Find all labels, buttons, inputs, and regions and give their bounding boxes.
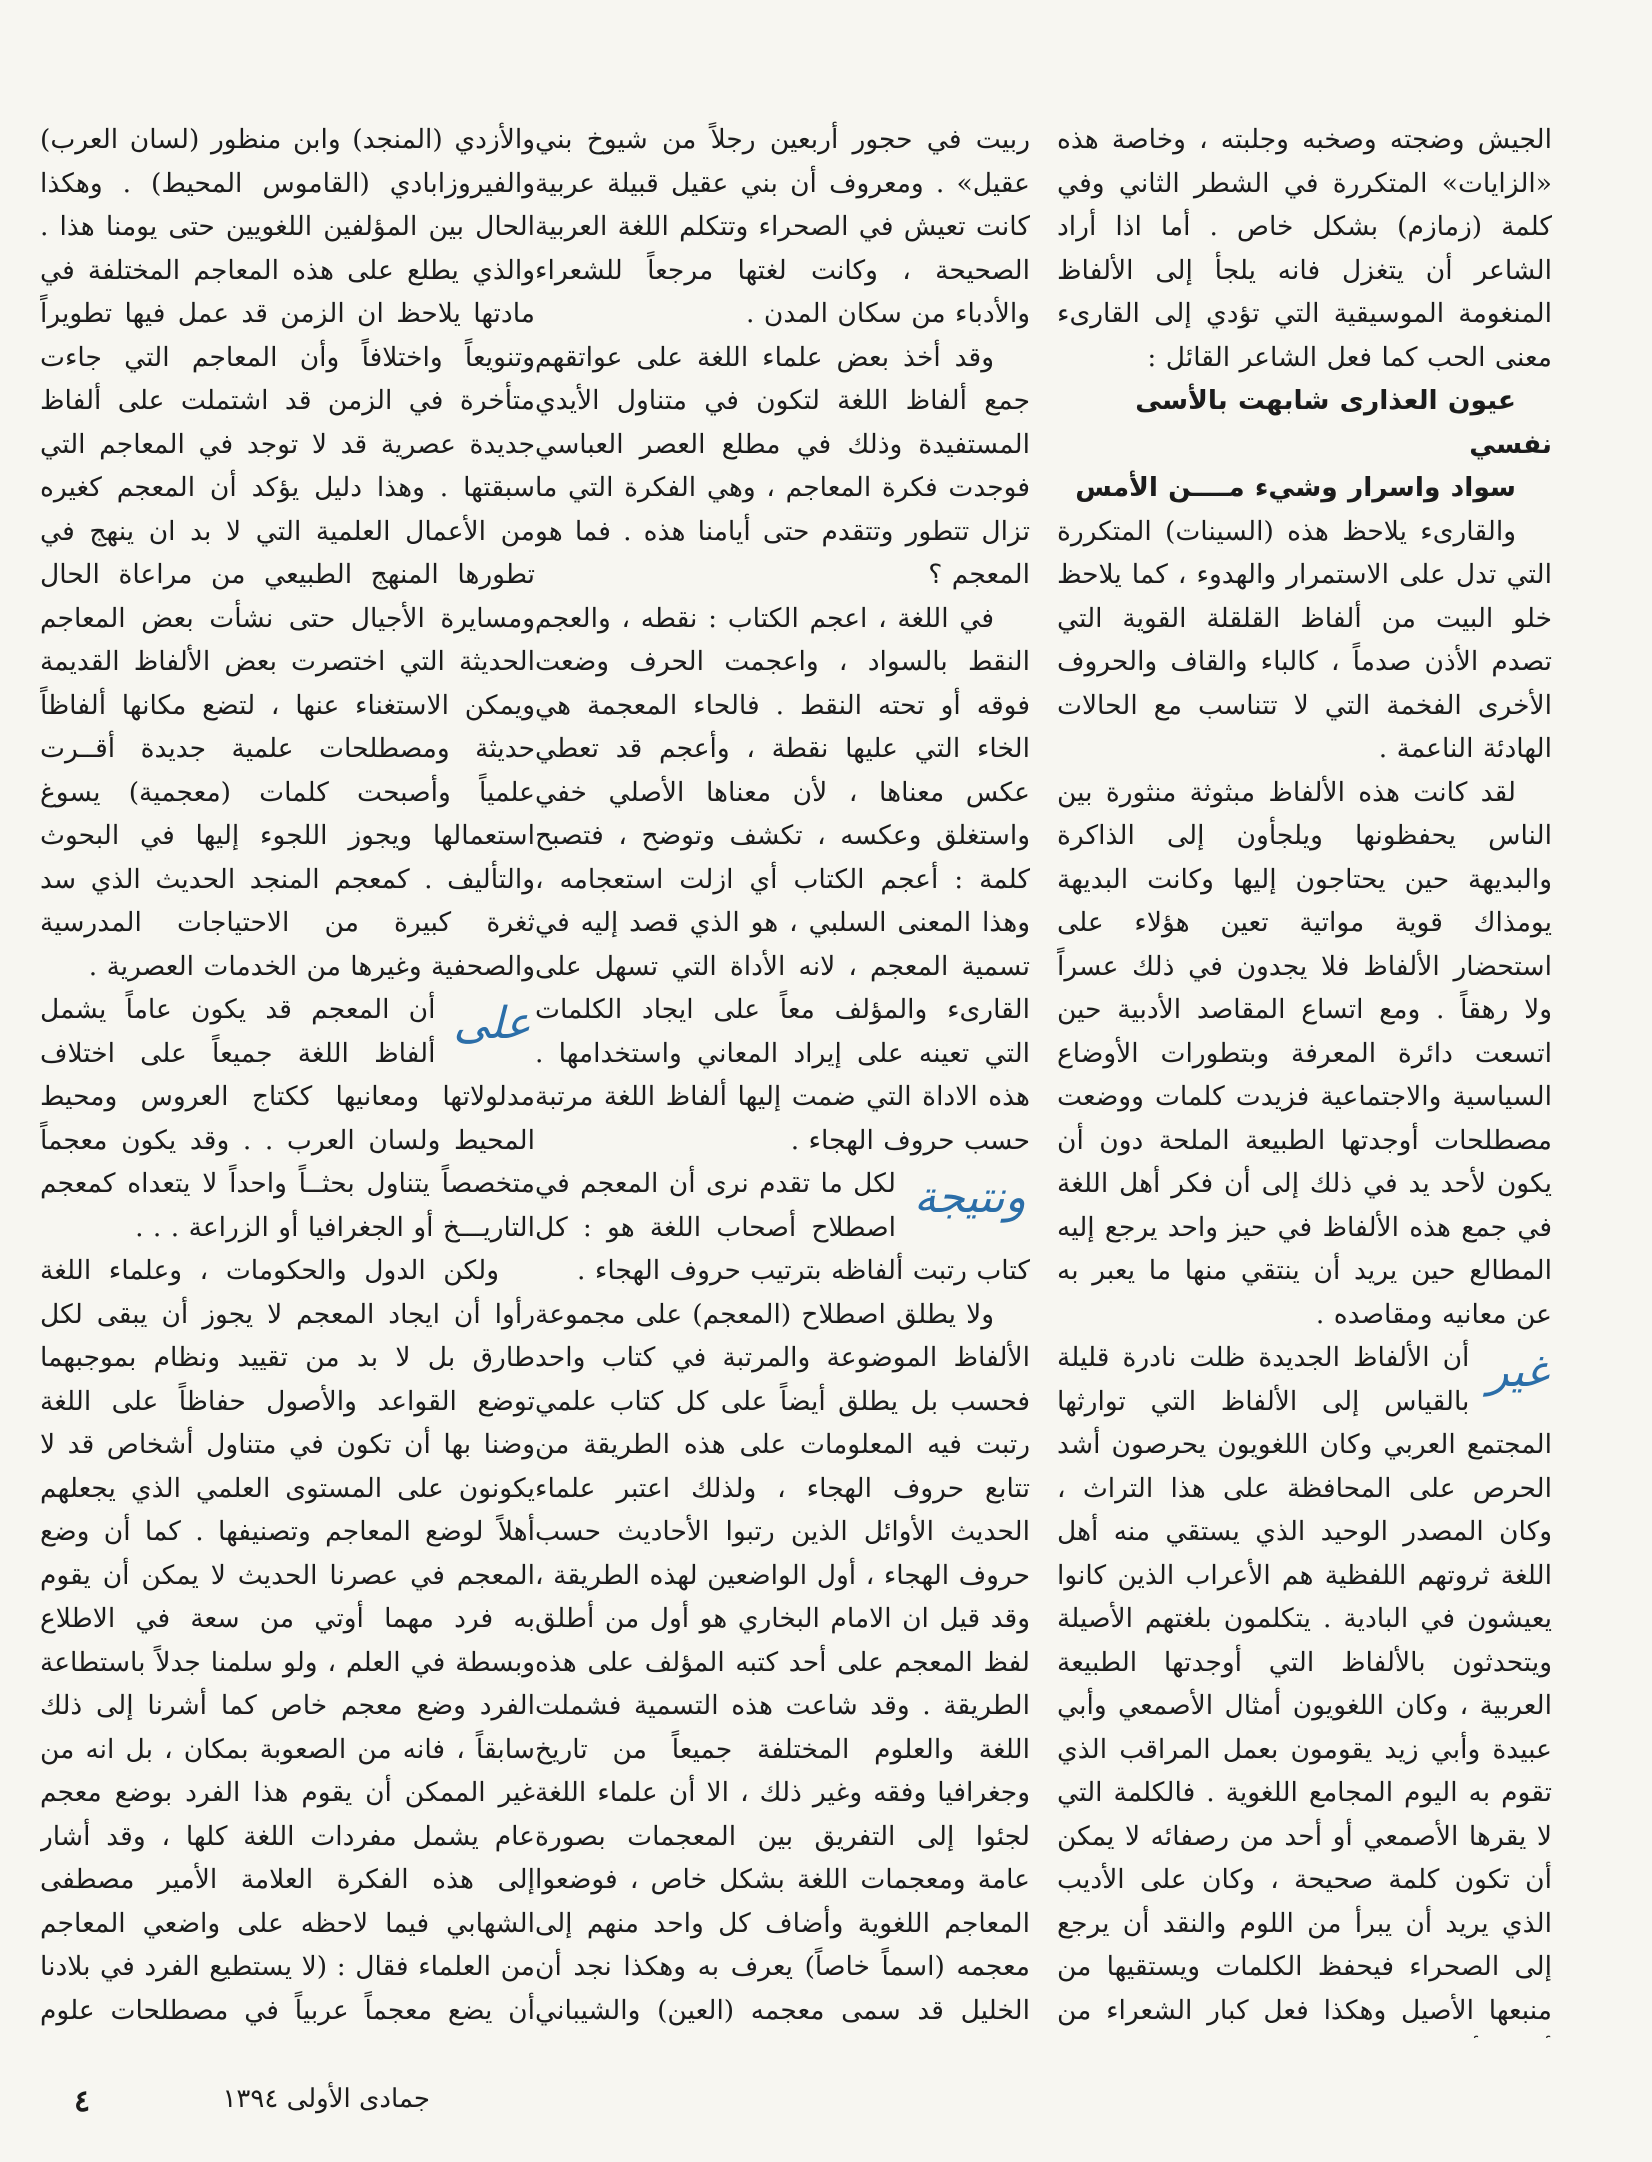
page-footer	[0, 2084, 1652, 2124]
paragraph: الجيش وضجته وصخبه وجلبته ، وخاصة هذه «الزايات» المتكررة في الشطر الثاني وفي كلمة (زمازم) بشكل خاص . أما اذا أراد الشاعر أن يتغزل فانه يلجأ إلى الألفاظ المنغومة الموسيقية التي تؤدي إلى القارىء معنى الحب كما فعل الشاعر القائل :	[1057, 124, 1552, 373]
paragraph-text: أن الألفاظ الجديدة ظلت نادرة قليلة بالقياس إلى الألفاظ التي توارثها المجتمع العربي وكان اللغويون يحرصون أشد الحرص على المحافظة على هذا التراث ، وكان المصدر الوحيد الذي يستقي منه أهل اللغة ثروتهم اللفظية هم الأعراب الذين كانوا يعيشون في البادية . يتكلمون بلغتهم الأصيلة ويتحدثون بالألفاظ التي أوجدتها الطبيعة العربية ، وكان اللغويون أمثال الأصمعي وأبي عبيدة وأبي زيد يقومون بعمل المراقب الذي تقوم به اليوم المجامع اللغوية . فالكلمة التي لا يقرها الأصمعي أو أحد من رصفائه لا يمكن أن تكون كلمة صحيحة ، وكان على الأديب الذي يريد أن يبرأ من اللوم والنقد أن يرجع إلى الصحراء فيحفظ الكلمات ويستقيها من منبعها الأصيل وهكذا فعل كبار الشعراء من	[1057, 1342, 1552, 2026]
paragraph-with-dropcap	[1057, 1336, 1552, 2038]
dropcap-word: غير	[1487, 1346, 1548, 1397]
dropcap-word: على	[453, 998, 531, 1049]
paragraph: ولكن الدول والحكومات ، وعلماء اللغة رأوا أن ايجاد المعجم لا يجوز أن يبقى لكل طارق بل لا بد من تقييد ونظام بموجبهما توضع القواعد والأصول حفاظاً على اللغة وضنا بها أن تكون في متناول أشخاص قد لا يكونون على المستوى العلمي الذي يجعلهم أهلاً لوضع المعاجم وتصنيفها . كما أن وضع المعجم في عصرنا الحديث لا يمكن أن يقوم به فرد مهما أوتي من سعة في الاطلاع وبسطة في العلم ، ولو سلمنا جدلاً باستطاعة الفرد وضع معجم خاص كما أشرنا إلى ذلك سابقاً ، فانه من الصعوبة بمكان ، بل انه من غير الممكن أن يقوم هذا الفرد بوضع معجم عام يشمل مفردات اللغة كلها ، وقد أشار إلى هذه الفكرة العلامة الأمير مصطفى الشهابي فيما لاحظه على واضعي المعاجم من العلماء فقال : (لا يستطيع الفرد في بلادنا أن يضع معجماً عربياً في مصطلحات علوم	[40, 1255, 535, 2026]
poem-verse-2: سواد واسرار وشيء مــــن الأمس	[1075, 472, 1516, 503]
article-column-middle	[535, 118, 1030, 2038]
article-column-left	[40, 118, 535, 2038]
paragraph-with-dropcap	[40, 988, 535, 1249]
paragraph: والقارىء يلاحظ هذه (السينات) المتكررة التي تدل على الاستمرار والهدوء ، كما يلاحظ خلو البيت من ألفاظ القلقلة القوية التي تصدم الأذن صدماً ، كالباء والقاف والحروف الأخرى الفخمة التي لا تتناسب مع الحالات الهادئة الناعمة .	[1057, 515, 1552, 764]
paragraph-text: لكل ما تقدم نرى أن المعجم في اصطلاح أصحاب اللغة هو : كل كتاب رتبت ألفاظه بترتيب حروف الهجاء .	[535, 1168, 1030, 1286]
paragraph: وقد أخذ بعض علماء اللغة على عواتقهم جمع ألفاظ اللغة لتكون في متناول الأيدي المستفيدة وذلك في مطلع العصر العباسي فوجدت فكرة المعاجم ، وهي الفكرة التي ما تزال تتطور وتتقدم حتى أيامنا هذه . فما هو المعجم ؟	[535, 341, 1030, 590]
article-column-right	[1057, 118, 1552, 2038]
paragraph: في اللغة ، اعجم الكتاب : نقطه ، والعجم النقط بالسواد ، واعجمت الحرف وضعت فوقه أو تحته النقط . فالحاء المعجمة هي الخاء التي عليها نقطة ، وأعجم قد تعطي عكس معناها ، لأن معناها الأصلي خفي واستغلق وعكسه ، تكشف وتوضح ، فتصبح كلمة : أعجم الكتاب أي ازلت استعجامه ، وهذا المعنى السلبي ، هو الذي قصد إليه في تسمية المعجم ، لانه الأداة التي تسهل على القارىء والمؤلف معاً على ايجاد الكلمات التي تعينه على إيراد المعاني واستخدامها . هذه الاداة التي ضمت إليها ألفاظ اللغة مرتبة حسب حروف الهجاء .	[535, 602, 1030, 1156]
paragraph-with-dropcap	[535, 1162, 1030, 1293]
paragraph: والأزدي (المنجد) وابن منظور (لسان العرب) والفيروزابادي (القاموس المحيط) . وهكذا الحال بين المؤلفين اللغويين حتى يومنا هذا . والذي يطلع على هذه المعاجم المختلفة في مادتها يلاحظ ان الزمن قد عمل فيها تطويراً وتنويعاً واختلافاً وأن المعاجم التي جاءت متأخرة في الزمن قد اشتملت على ألفاظ جديدة عصرية قد لا توجد في المعاجم التي سبقتها . وهذا دليل يؤكد أن المعجم كغيره من الأعمال العلمية التي لا بد ان ينهج في تطورها المنهج الطبيعي من مراعاة الحال ومسايرة الأجيال حتى نشأت بعض المعاجم الحديثة التي اختصرت بعض الألفاظ القديمة ويمكن الاستغناء عنها ، لتضع مكانها ألفاظاً حديثة ومصطلحات علمية جديدة أقــرت علمياً وأصبحت كلمات (معجمية) يسوغ استعمالها ويجوز اللجوء إليها في البحوث والتأليف . كمعجم المنجد الحديث الذي سد ثغرة كبيرة من الاحتياجات المدرسية والصحفية وغيرها من الخدمات العصرية .	[40, 124, 535, 982]
paragraph: ربيت في حجور أربعين رجلاً من شيوخ بني عقيل» . ومعروف أن بني عقيل قبيلة عربية كانت تعيش في الصحراء وتتكلم اللغة العربية الصحيحة ، وكانت لغتها مرجعاً للشعراء والأدباء من سكان المدن .	[535, 124, 1030, 329]
paragraph-text: أن المعجم قد يكون عاماً يشمل ألفاظ اللغة جميعاً على اختلاف مدلولاتها ومعانيها ككتاج العروس ومحيط المحيط ولسان العرب . . وقد يكون معجماً متخصصاً يتناول بحثــاً واحداً لا يتعداه كمعجم التاريـــخ أو الجغرافيا أو الزراعة . . .	[40, 994, 535, 1243]
page-number: ٤	[74, 2084, 91, 2119]
issue-date: جمادى الأولى ١٣٩٤	[222, 2084, 430, 2114]
poem-verse-1: عيون العذارى شابهت بالأسى نفسي	[1135, 385, 1552, 460]
paragraph: ولا يطلق اصطلاح (المعجم) على مجموعة الألفاظ الموضوعة والمرتبة في كتاب واحد فحسب بل يطلق أيضاً على كل كتاب علمي رتبت فيه المعلومات على هذه الطريقة من تتابع حروف الهجاء ، ولذلك اعتبر علماء الحديث الأوائل الذين رتبوا الأحاديث حسب حروف الهجاء ، أول الواضعين لهذه الطريقة ، وقد قيل ان الامام البخاري هو أول من أطلق لفظ المعجم على أحد كتبه المؤلف على هذه الطريقة . وقد شاعت هذه التسمية فشملت اللغة والعلوم المختلفة جميعاً من تاريخ وجغرافيا وفقه وغير ذلك ، الا أن علماء اللغة لجئوا إلى التفريق بين المعجمات بصورة عامة ومعجمات اللغة بشكل خاص ، فوضعوا المعاجم اللغوية وأضاف كل واحد منهم إلى معجمه (اسماً خاصاً) يعرف به وهكذا نجد أن الخليل قد سمى معجمه (العين) والشيباني	[535, 1298, 1030, 2026]
dropcap-word: ونتيجة	[913, 1172, 1026, 1223]
paragraph: لقد كانت هذه الألفاظ مبثوثة منثورة بين الناس يحفظونها ويلجأون إلى الذاكرة والبديهة حين يحتاجون إليها وكانت البديهة يومذاك قوية مواتية تعين هؤلاء على استحضار الألفاظ فلا يجدون في ذلك عسراً ولا رهقاً . ومع اتساع المقاصد الأدبية حين اتسعت دائرة المعرفة وبتطورات الأوضاع السياسية والاجتماعية فزيدت كلمات ووضعت مصطلحات أوجدتها الطبيعة الملحة دون أن يكون لأحد يد في ذلك إلى أن فكر أهل اللغة في جمع هذه الألفاظ في حيز واحد يرجع إليه المطالع حين يريد أن ينتقي منها ما يعبر به عن معانيه ومقاصده .	[1057, 776, 1552, 1330]
